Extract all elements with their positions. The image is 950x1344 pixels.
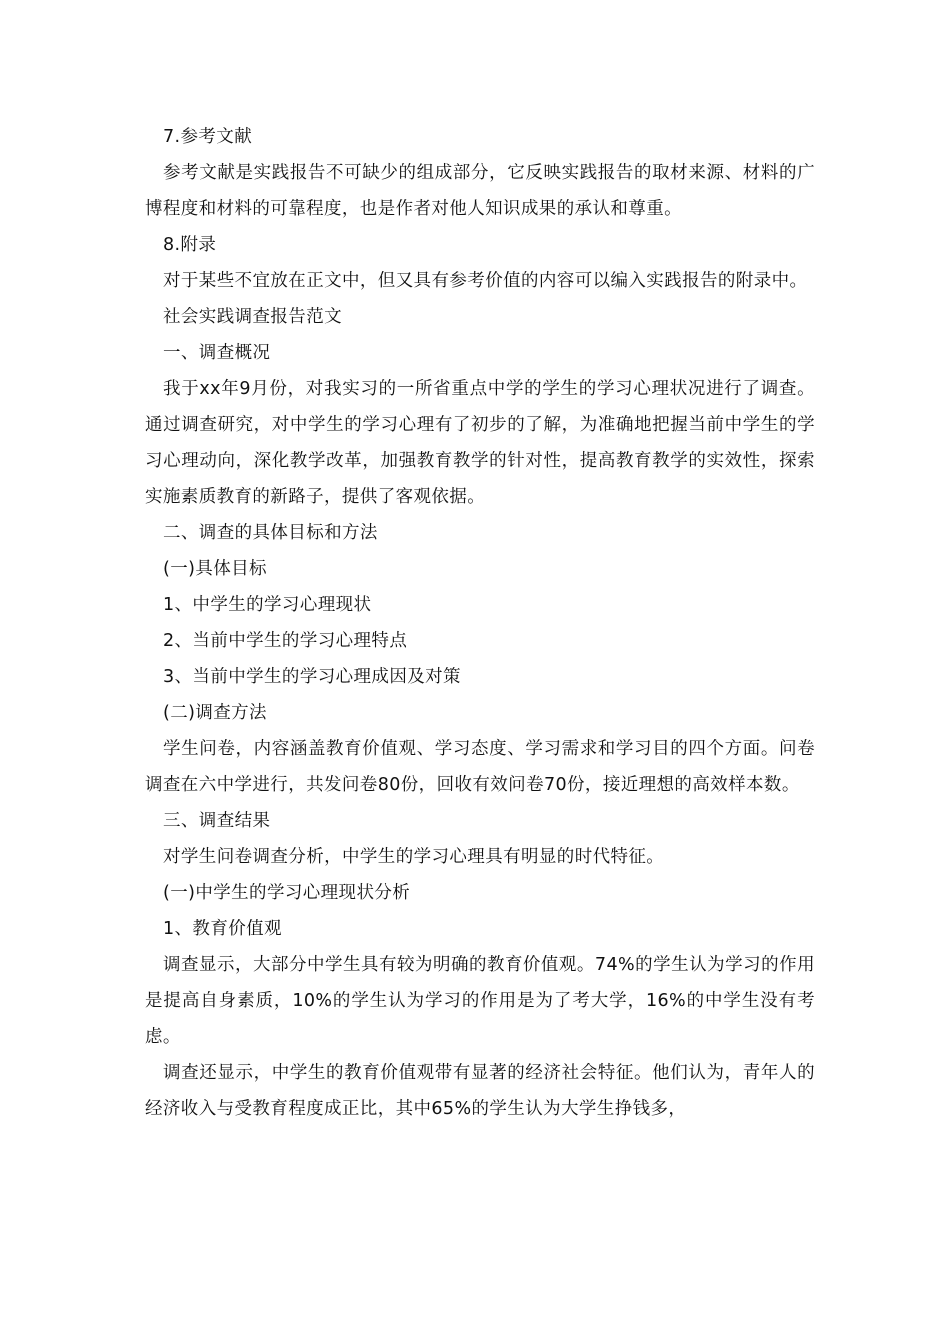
item-education-values: 1、教育价值观 xyxy=(163,919,282,939)
paragraph-references: 参考文献是实践报告不可缺少的组成部分，它反映实践报告的取材来源、材料的广博程度和材料的可靠程度，也是作者对他人知识成果的承认和尊重。 xyxy=(145,163,815,219)
goal-item-2: 2、当前中学生的学习心理特点 xyxy=(163,631,408,651)
paragraph-results-intro: 对学生问卷调查分析，中学生的学习心理具有明显的时代特征。 xyxy=(163,847,665,867)
paragraph-survey-method: 学生问卷，内容涵盖教育价值观、学习态度、学习需求和学习目的四个方面。问卷调查在六中学进行，共发问卷80份，回收有效问卷70份，接近理想的高效样本数。 xyxy=(145,739,815,795)
paragraph-survey-overview: 我于xx年9月份，对我实习的一所省重点中学的学生的学习心理状况进行了调查。通过调查研究，对中学生的学习心理有了初步的了解，为准确地把握当前中学生的学习心理动向，深化教学改革，加强教育教学的针对性，提高教育教学的实效性，探索实施素质教育的新路子，提供了客观依据。 xyxy=(145,379,815,507)
paragraph-appendix: 对于某些不宜放在正文中，但又具有参考价值的内容可以编入实践报告的附录中。 xyxy=(163,271,808,291)
heading-goals-methods: 二、调查的具体目标和方法 xyxy=(163,523,378,543)
subheading-current-analysis: (一)中学生的学习心理现状分析 xyxy=(163,883,411,903)
heading-survey-results: 三、调查结果 xyxy=(163,811,271,831)
heading-survey-overview: 一、调查概况 xyxy=(163,343,271,363)
section-heading-references: 7.参考文献 xyxy=(163,127,253,147)
document-body xyxy=(145,119,815,1127)
paragraph-economic-features: 调查还显示，中学生的教育价值观带有显著的经济社会特征。他们认为，青年人的经济收入与受教育程度成正比，其中65%的学生认为大学生挣钱多， xyxy=(145,1063,815,1119)
subheading-survey-method: (二)调查方法 xyxy=(163,703,267,723)
subheading-specific-goals: (一)具体目标 xyxy=(163,559,267,579)
goal-item-1: 1、中学生的学习心理现状 xyxy=(163,595,372,615)
paragraph-education-values: 调查显示，大部分中学生具有较为明确的教育价值观。74%的学生认为学习的作用是提高自身素质，10%的学生认为学习的作用是为了考大学，16%的中学生没有考虑。 xyxy=(145,955,815,1047)
section-heading-appendix: 8.附录 xyxy=(163,235,217,255)
goal-item-3: 3、当前中学生的学习心理成因及对策 xyxy=(163,667,461,687)
sample-title: 社会实践调查报告范文 xyxy=(163,307,342,327)
